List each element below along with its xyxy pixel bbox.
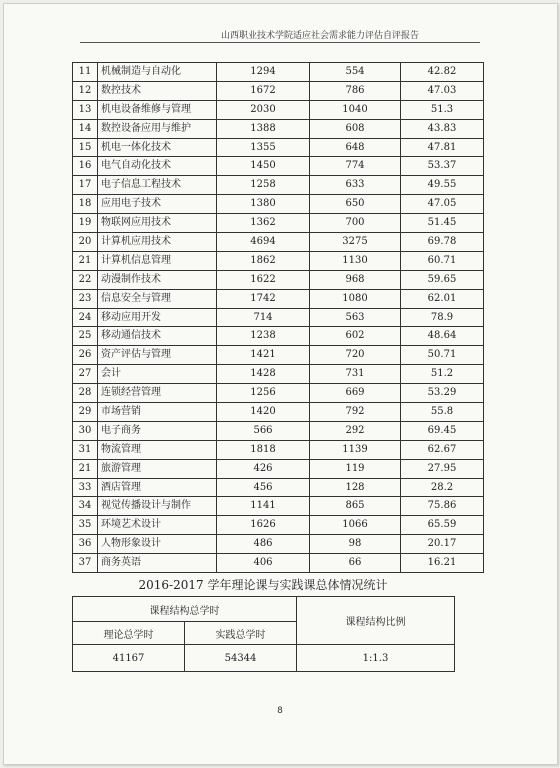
major-name: 视觉传播设计与制作 <box>98 497 217 516</box>
total-hours: 714 <box>217 308 310 327</box>
total-hours: 4694 <box>217 233 310 252</box>
table-row <box>73 384 484 403</box>
practice-ratio: 53.29 <box>401 384 484 403</box>
practice-hours: 554 <box>310 63 401 82</box>
table-row <box>73 251 484 270</box>
total-hours: 1450 <box>217 157 310 176</box>
practice-hours-value: 54344 <box>185 645 297 672</box>
practice-ratio: 42.82 <box>401 63 484 82</box>
major-name: 旅游管理 <box>98 459 217 478</box>
major-name: 机械制造与自动化 <box>98 63 217 82</box>
practice-hours: 774 <box>310 157 401 176</box>
total-hours: 1380 <box>217 195 310 214</box>
practice-ratio: 20.17 <box>401 535 484 554</box>
row-number: 28 <box>73 384 98 403</box>
course-structure-table <box>72 596 455 672</box>
table-row <box>73 214 484 233</box>
row-number: 35 <box>73 516 98 535</box>
major-name: 计算机信息管理 <box>98 251 217 270</box>
total-hours: 2030 <box>217 100 310 119</box>
practice-hours: 720 <box>310 346 401 365</box>
major-name: 酒店管理 <box>98 478 217 497</box>
major-name: 环境艺术设计 <box>98 516 217 535</box>
theory-hours-value: 41167 <box>73 645 185 672</box>
table-row <box>73 81 484 100</box>
practice-ratio: 69.45 <box>401 421 484 440</box>
practice-ratio: 49.55 <box>401 176 484 195</box>
practice-ratio: 43.83 <box>401 119 484 138</box>
table-row <box>73 233 484 252</box>
table-row <box>73 365 484 384</box>
major-name: 资产评估与管理 <box>98 346 217 365</box>
major-name: 数控设备应用与维护 <box>98 119 217 138</box>
total-hours: 1256 <box>217 384 310 403</box>
total-hours: 1742 <box>217 289 310 308</box>
summary-title: 2016-2017 学年理论课与实践课总体情况统计 <box>138 578 388 592</box>
total-hours: 1428 <box>217 365 310 384</box>
major-name: 连锁经营管理 <box>98 384 217 403</box>
major-name: 电子信息工程技术 <box>98 176 217 195</box>
major-name: 信息安全与管理 <box>98 289 217 308</box>
practice-hours: 633 <box>310 176 401 195</box>
major-name: 移动通信技术 <box>98 327 217 346</box>
total-hours: 486 <box>217 535 310 554</box>
practice-ratio: 51.45 <box>401 214 484 233</box>
practice-hours: 731 <box>310 365 401 384</box>
major-name: 应用电子技术 <box>98 195 217 214</box>
row-number: 20 <box>73 233 98 252</box>
practice-ratio: 28.2 <box>401 478 484 497</box>
practice-ratio: 51.3 <box>401 100 484 119</box>
row-number: 12 <box>73 81 98 100</box>
table-row <box>73 100 484 119</box>
table-row <box>73 516 484 535</box>
row-number: 21 <box>73 459 98 478</box>
table-row <box>73 497 484 516</box>
row-number: 36 <box>73 535 98 554</box>
total-hours: 1626 <box>217 516 310 535</box>
practice-hours: 1080 <box>310 289 401 308</box>
total-hours: 1818 <box>217 440 310 459</box>
table-row <box>73 138 484 157</box>
row-number: 26 <box>73 346 98 365</box>
practice-hours: 650 <box>310 195 401 214</box>
row-number: 19 <box>73 214 98 233</box>
total-hours: 1862 <box>217 251 310 270</box>
major-name: 计算机应用技术 <box>98 233 217 252</box>
table-row <box>73 63 484 82</box>
table-row <box>73 289 484 308</box>
ratio-header: 课程结构比例 <box>297 597 455 645</box>
row-number: 21 <box>73 251 98 270</box>
row-number: 34 <box>73 497 98 516</box>
practice-hours: 563 <box>310 308 401 327</box>
total-hours: 456 <box>217 478 310 497</box>
major-name: 会计 <box>98 365 217 384</box>
table-row <box>73 554 484 573</box>
total-hours: 406 <box>217 554 310 573</box>
table-row <box>73 270 484 289</box>
practice-hours: 786 <box>310 81 401 100</box>
table-row <box>73 157 484 176</box>
total-hours-header: 课程结构总学时 <box>73 597 297 622</box>
practice-ratio: 69.78 <box>401 233 484 252</box>
table-row <box>73 403 484 422</box>
practice-hours: 669 <box>310 384 401 403</box>
major-name: 物流管理 <box>98 440 217 459</box>
total-hours: 1421 <box>217 346 310 365</box>
major-practice-table <box>72 62 484 573</box>
practice-ratio: 50.71 <box>401 346 484 365</box>
practice-ratio: 16.21 <box>401 554 484 573</box>
practice-hours: 1040 <box>310 100 401 119</box>
page-header: 山西职业技术学院适应社会需求能力评估自评报告 <box>220 31 419 41</box>
row-number: 31 <box>73 440 98 459</box>
total-hours: 566 <box>217 421 310 440</box>
row-number: 17 <box>73 176 98 195</box>
practice-hours: 128 <box>310 478 401 497</box>
practice-ratio: 53.37 <box>401 157 484 176</box>
table-row <box>73 346 484 365</box>
practice-hours: 1139 <box>310 440 401 459</box>
total-hours: 1238 <box>217 327 310 346</box>
practice-ratio: 27.95 <box>401 459 484 478</box>
practice-hours: 648 <box>310 138 401 157</box>
practice-ratio: 60.71 <box>401 251 484 270</box>
row-number: 23 <box>73 289 98 308</box>
row-number: 27 <box>73 365 98 384</box>
practice-ratio: 48.64 <box>401 327 484 346</box>
table-row <box>73 195 484 214</box>
practice-ratio: 65.59 <box>401 516 484 535</box>
total-hours: 1420 <box>217 403 310 422</box>
major-name: 商务英语 <box>98 554 217 573</box>
practice-ratio: 47.03 <box>401 81 484 100</box>
row-number: 29 <box>73 403 98 422</box>
row-number: 30 <box>73 421 98 440</box>
page-number: 8 <box>277 706 283 716</box>
major-name: 物联网应用技术 <box>98 214 217 233</box>
table-row <box>73 459 484 478</box>
table-row <box>73 440 484 459</box>
practice-hours: 292 <box>310 421 401 440</box>
practice-hours: 608 <box>310 119 401 138</box>
row-number: 37 <box>73 554 98 573</box>
practice-hours-header: 实践总学时 <box>185 622 297 645</box>
major-name: 电气自动化技术 <box>98 157 217 176</box>
total-hours: 1672 <box>217 81 310 100</box>
total-hours: 1294 <box>217 63 310 82</box>
row-number: 18 <box>73 195 98 214</box>
practice-ratio: 55.8 <box>401 403 484 422</box>
practice-hours: 1130 <box>310 251 401 270</box>
major-name: 电子商务 <box>98 421 217 440</box>
total-hours: 1141 <box>217 497 310 516</box>
total-hours: 1622 <box>217 270 310 289</box>
total-hours: 1388 <box>217 119 310 138</box>
practice-hours: 602 <box>310 327 401 346</box>
practice-ratio: 51.2 <box>401 365 484 384</box>
table-row <box>73 478 484 497</box>
practice-hours: 98 <box>310 535 401 554</box>
total-hours: 1258 <box>217 176 310 195</box>
table-row <box>73 119 484 138</box>
row-number: 16 <box>73 157 98 176</box>
practice-ratio: 47.05 <box>401 195 484 214</box>
practice-ratio: 75.86 <box>401 497 484 516</box>
practice-hours: 66 <box>310 554 401 573</box>
major-name: 人物形象设计 <box>98 535 217 554</box>
row-number: 11 <box>73 63 98 82</box>
practice-ratio: 47.81 <box>401 138 484 157</box>
practice-hours: 119 <box>310 459 401 478</box>
ratio-value: 1:1.3 <box>297 645 455 672</box>
major-name: 数控技术 <box>98 81 217 100</box>
practice-hours: 3275 <box>310 233 401 252</box>
practice-hours: 968 <box>310 270 401 289</box>
table-row <box>73 308 484 327</box>
practice-ratio: 59.65 <box>401 270 484 289</box>
row-number: 24 <box>73 308 98 327</box>
practice-hours: 700 <box>310 214 401 233</box>
practice-ratio: 78.9 <box>401 308 484 327</box>
row-number: 22 <box>73 270 98 289</box>
row-number: 33 <box>73 478 98 497</box>
total-hours: 1362 <box>217 214 310 233</box>
major-name: 机电设备维修与管理 <box>98 100 217 119</box>
row-number: 14 <box>73 119 98 138</box>
header-rule <box>80 42 480 43</box>
row-number: 13 <box>73 100 98 119</box>
practice-hours: 1066 <box>310 516 401 535</box>
major-name: 移动应用开发 <box>98 308 217 327</box>
row-number: 15 <box>73 138 98 157</box>
total-hours: 426 <box>217 459 310 478</box>
row-number: 25 <box>73 327 98 346</box>
total-hours: 1355 <box>217 138 310 157</box>
major-name: 动漫制作技术 <box>98 270 217 289</box>
theory-hours-header: 理论总学时 <box>73 622 185 645</box>
table-row <box>73 176 484 195</box>
major-name: 机电一体化技术 <box>98 138 217 157</box>
practice-hours: 792 <box>310 403 401 422</box>
table-row <box>73 535 484 554</box>
practice-hours: 865 <box>310 497 401 516</box>
table-row <box>73 421 484 440</box>
major-name: 市场营销 <box>98 403 217 422</box>
practice-ratio: 62.01 <box>401 289 484 308</box>
table-row <box>73 327 484 346</box>
practice-ratio: 62.67 <box>401 440 484 459</box>
